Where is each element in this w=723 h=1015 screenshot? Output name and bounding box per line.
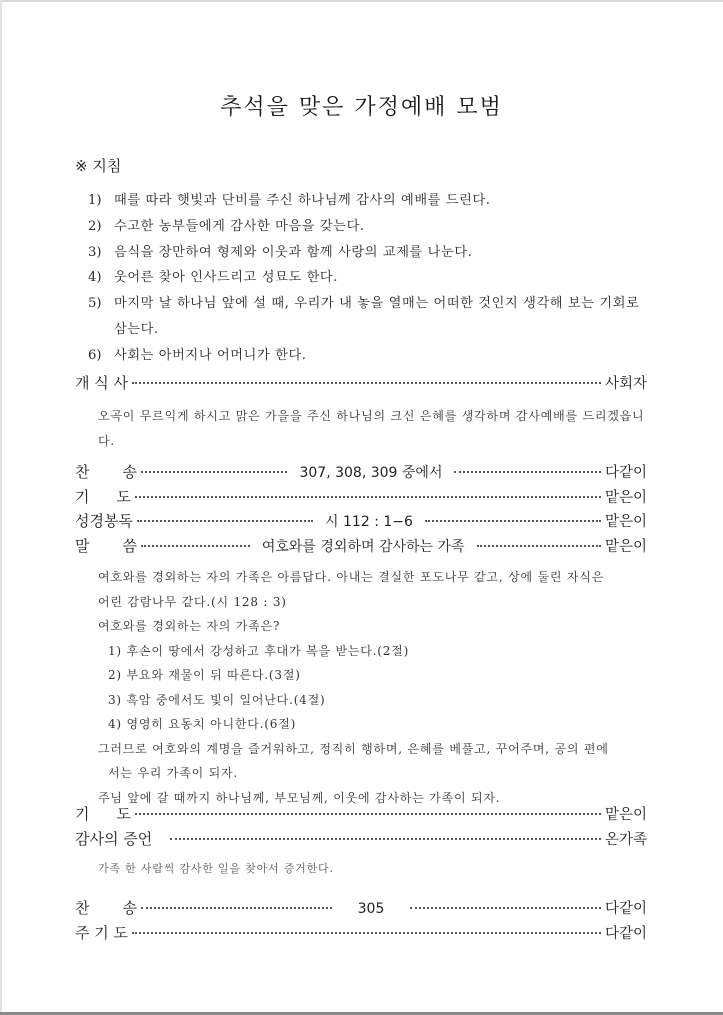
sermon-point: 2) 부요와 재물이 뒤 따른다.(3절) (108, 668, 301, 682)
label-char: 도 (116, 488, 131, 506)
label-char: 도 (116, 805, 131, 823)
label-char: 기 (75, 805, 90, 823)
order-row-sermon (75, 535, 647, 557)
order-row-reading (75, 510, 647, 532)
guideline-number: 6) (88, 347, 102, 363)
sermon-body (98, 565, 658, 810)
order-who: 다같이 (604, 465, 647, 481)
guideline-text: 수고한 농부들에게 감사한 마음을 갖는다. (114, 218, 365, 234)
guideline-text: 사회는 아버지나 어머니가 한다. (114, 347, 307, 363)
order-who: 맡은이 (604, 490, 647, 506)
order-row-prayer-2 (75, 803, 647, 825)
guidelines-list (88, 188, 648, 369)
order-who: 맡은이 (604, 807, 647, 823)
guideline-text: 때를 따라 햇빛과 단비를 주신 하나님께 감사의 예배를 드린다. (114, 193, 491, 208)
guideline-number: 1) (88, 193, 102, 208)
sermon-question: 여호와를 경외하는 자의 가족은? (98, 619, 281, 633)
order-row-hymn-2 (75, 897, 647, 919)
sermon-paragraph: 서는 우리 가족이 되자. (108, 766, 238, 780)
dot-leader (135, 496, 601, 498)
dot-leader (477, 545, 601, 547)
order-row-hymn-1 (75, 461, 647, 483)
page-edge-top (0, 0, 723, 2)
guideline-text: 음식을 장만하여 형제와 이웃과 함께 사랑의 교제를 나눈다. (114, 244, 473, 260)
order-who: 맡은이 (604, 514, 648, 530)
dot-leader (135, 813, 601, 815)
label-char: 송 (122, 463, 137, 481)
guideline-item (88, 214, 648, 240)
dot-leader (454, 471, 600, 473)
label-char: 찬 (75, 899, 90, 917)
label-char: 찬 (75, 463, 90, 481)
sermon-paragraph: 주님 앞에 갈 때까지 하나님께, 부모님께, 이웃에 감사하는 가족이 되자. (98, 790, 501, 805)
guideline-item (88, 265, 648, 291)
order-row-testimony (75, 828, 647, 850)
sermon-paragraph: 그러므로 여호와의 계명을 즐거워하고, 정직히 행하며, 은혜를 베풀고, 꾸어주며, 공의 편에 (98, 741, 609, 756)
dot-leader (170, 838, 601, 840)
testimony-text: 가족 한 사람씩 감사한 일을 찾아서 증거한다. (98, 862, 334, 875)
order-label: 감사의 증언 (75, 830, 153, 848)
order-detail: 시 112 : 1−6 (325, 514, 413, 530)
sermon-paragraph: 여호와를 경외하는 자의 가족은 아름답다. 아내는 결실한 포도나무 같고, 상에 둘린 자식은 (98, 570, 605, 584)
order-detail: 305 (357, 901, 385, 917)
label-char: 말 (75, 537, 90, 555)
sermon-point: 1) 후손이 땅에서 강성하고 후대가 복을 받는다.(2절) (108, 643, 410, 658)
document-title: 추석을 맞은 가정예배 모범 (220, 95, 503, 120)
label-char: 기 (75, 488, 90, 506)
page-edge-left (0, 0, 2, 1015)
order-who: 맡은이 (604, 539, 647, 555)
guideline-number: 3) (88, 244, 102, 260)
order-label (75, 803, 131, 824)
order-detail: 여호와를 경외하며 감사하는 가족 (261, 539, 465, 555)
dot-leader (425, 520, 601, 522)
dot-leader (141, 471, 287, 473)
guideline-item (88, 240, 648, 266)
guideline-number: 4) (88, 270, 102, 286)
order-label (75, 486, 131, 507)
guideline-item (88, 343, 648, 369)
guideline-number: 5) (88, 296, 102, 312)
dot-leader (141, 907, 332, 909)
order-row-prayer-1 (75, 486, 647, 508)
label-char: 씀 (122, 537, 137, 555)
order-label: 주 기 도 (75, 924, 129, 942)
guideline-item (88, 188, 648, 214)
order-who: 다같이 (604, 901, 648, 917)
sermon-point: 4) 영영히 요동치 아니한다.(6절) (108, 717, 297, 731)
sermon-paragraph: 어린 감람나무 같다.(시 128 : 3) (98, 594, 287, 609)
order-label: 성경봉독 (75, 512, 133, 530)
dot-leader (132, 932, 601, 934)
order-label (75, 461, 137, 482)
order-detail: 307, 308, 309 중에서 (299, 465, 443, 481)
guideline-text: 마지막 날 하나님 앞에 설 때, 우리가 내 놓을 열매는 어떠한 것인지 생각해 보는 기회로 삼는다. (114, 296, 640, 337)
guidelines-heading: ※ 지침 (75, 157, 122, 175)
label-char: 송 (122, 899, 137, 917)
dot-leader (132, 382, 601, 384)
dot-leader (137, 520, 313, 522)
opening-text: 오곡이 무르익게 하시고 맑은 가을을 주신 하나님의 크신 은혜를 생각하며 감사예배를 드리겠읍니다. (98, 409, 645, 448)
order-label (75, 535, 137, 556)
order-who: 다같이 (604, 926, 647, 942)
order-who: 사회자 (604, 376, 647, 392)
sermon-point: 3) 흑암 중에서도 빛이 일어난다.(4절) (108, 692, 326, 707)
dot-leader (410, 907, 601, 909)
order-who: 온가족 (604, 832, 647, 848)
guideline-item (88, 291, 648, 343)
order-row-opening (75, 372, 647, 394)
order-label (75, 897, 137, 918)
dot-leader (141, 545, 250, 547)
guideline-number: 2) (88, 218, 102, 234)
sermon-points (98, 639, 658, 737)
order-row-lords-prayer (75, 922, 647, 944)
guideline-text: 웃어른 찾아 인사드리고 성묘도 한다. (114, 270, 339, 286)
order-label: 개 식 사 (75, 374, 129, 392)
